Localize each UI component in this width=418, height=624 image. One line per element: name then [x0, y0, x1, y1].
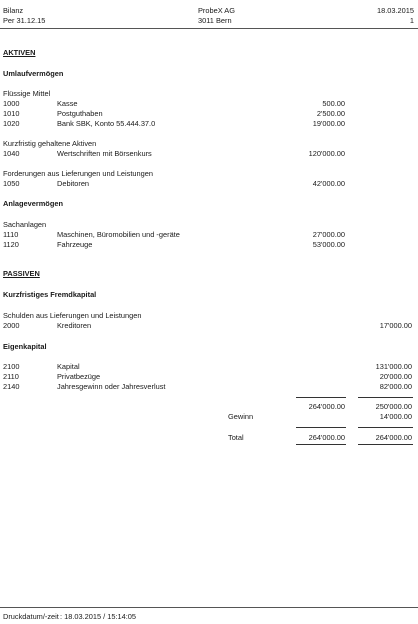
- account-amount: 20'000.00: [379, 372, 412, 381]
- footer-print-value: : 18.03.2015 / 15:14:05: [60, 612, 137, 621]
- account-amount: 120'000.00: [308, 149, 345, 158]
- account-name: Privatbezüge: [57, 372, 101, 381]
- account-number: 1000: [3, 99, 20, 108]
- balance-date: Per 31.12.15: [3, 16, 46, 25]
- account-amount: 27'000.00: [312, 230, 345, 239]
- group-title-umlaufvermoegen: Umlaufvermögen: [3, 69, 64, 78]
- sum-rule-aktiven: [296, 397, 346, 398]
- account-amount: 2'500.00: [316, 109, 345, 118]
- account-amount: 19'000.00: [312, 119, 345, 128]
- sum-aktiven: 264'000.00: [308, 402, 345, 411]
- total-passiven: 264'000.00: [375, 433, 412, 442]
- account-number: 2110: [3, 372, 19, 381]
- total-underline-aktiven: [296, 444, 346, 445]
- subgroup-title-sachanlagen: Sachanlagen: [3, 220, 47, 229]
- group-title-eigenkapital: Eigenkapital: [3, 342, 47, 351]
- company-name: ProbeX AG: [198, 6, 235, 15]
- subgroup-title-forderungen: Forderungen aus Lieferungen und Leistungen: [3, 169, 153, 178]
- account-number: 1050: [3, 179, 20, 188]
- subgroup-title-schulden: Schulden aus Lieferungen und Leistungen: [3, 311, 142, 320]
- account-name: Maschinen, Büromobilien und -geräte: [57, 230, 180, 239]
- total-aktiven: 264'000.00: [308, 433, 345, 442]
- account-name: Kreditoren: [57, 321, 92, 330]
- subgroup-title-fluessige-mittel: Flüssige Mittel: [3, 89, 51, 98]
- account-name: Kapital: [57, 362, 80, 371]
- account-amount: 131'000.00: [375, 362, 412, 371]
- sum-rule-passiven: [358, 397, 413, 398]
- account-number: 1110: [3, 230, 19, 239]
- group-title-anlagevermoegen: Anlagevermögen: [3, 199, 63, 208]
- header-divider: [0, 28, 418, 29]
- company-city: 3011 Bern: [198, 16, 232, 25]
- group-title-fremdkapital: Kurzfristiges Fremdkapital: [3, 290, 97, 299]
- account-number: 1010: [3, 109, 20, 118]
- sum-passiven: 250'000.00: [375, 402, 412, 411]
- account-name: Jahresgewinn oder Jahresverlust: [57, 382, 166, 391]
- total-rule-aktiven: [296, 427, 346, 428]
- account-name: Bank SBK, Konto 55.444.37.0: [57, 119, 156, 128]
- account-name: Wertschriften mit Börsenkurs: [57, 149, 152, 158]
- account-number: 2000: [3, 321, 20, 330]
- account-number: 2140: [3, 382, 20, 391]
- page-number: 1: [409, 16, 414, 25]
- account-name: Fahrzeuge: [57, 240, 93, 249]
- footer-divider: [0, 607, 418, 608]
- account-name: Debitoren: [57, 179, 90, 188]
- account-amount: 17'000.00: [379, 321, 412, 330]
- account-number: 2100: [3, 362, 20, 371]
- account-amount: 500.00: [322, 99, 345, 108]
- footer-print-label: Druckdatum/-zeit: [3, 612, 59, 621]
- account-number: 1120: [3, 240, 19, 249]
- gewinn-label: Gewinn: [228, 412, 254, 421]
- subgroup-title-kurzfristig: Kurzfristig gehaltene Aktiven: [3, 139, 97, 148]
- account-amount: 42'000.00: [312, 179, 345, 188]
- document-title: Bilanz: [3, 6, 24, 15]
- account-number: 1020: [3, 119, 20, 128]
- account-name: Kasse: [57, 99, 78, 108]
- print-date: 18.03.2015: [377, 6, 414, 15]
- gewinn-amount: 14'000.00: [379, 412, 412, 421]
- account-name: Postguthaben: [57, 109, 103, 118]
- account-amount: 82'000.00: [379, 382, 412, 391]
- section-title-passiven: PASSIVEN: [3, 269, 40, 278]
- total-rule-passiven: [358, 427, 413, 428]
- account-amount: 53'000.00: [312, 240, 345, 249]
- section-title-aktiven: AKTIVEN: [3, 48, 36, 57]
- account-number: 1040: [3, 149, 20, 158]
- total-underline-passiven: [358, 444, 413, 445]
- total-label: Total: [228, 433, 244, 442]
